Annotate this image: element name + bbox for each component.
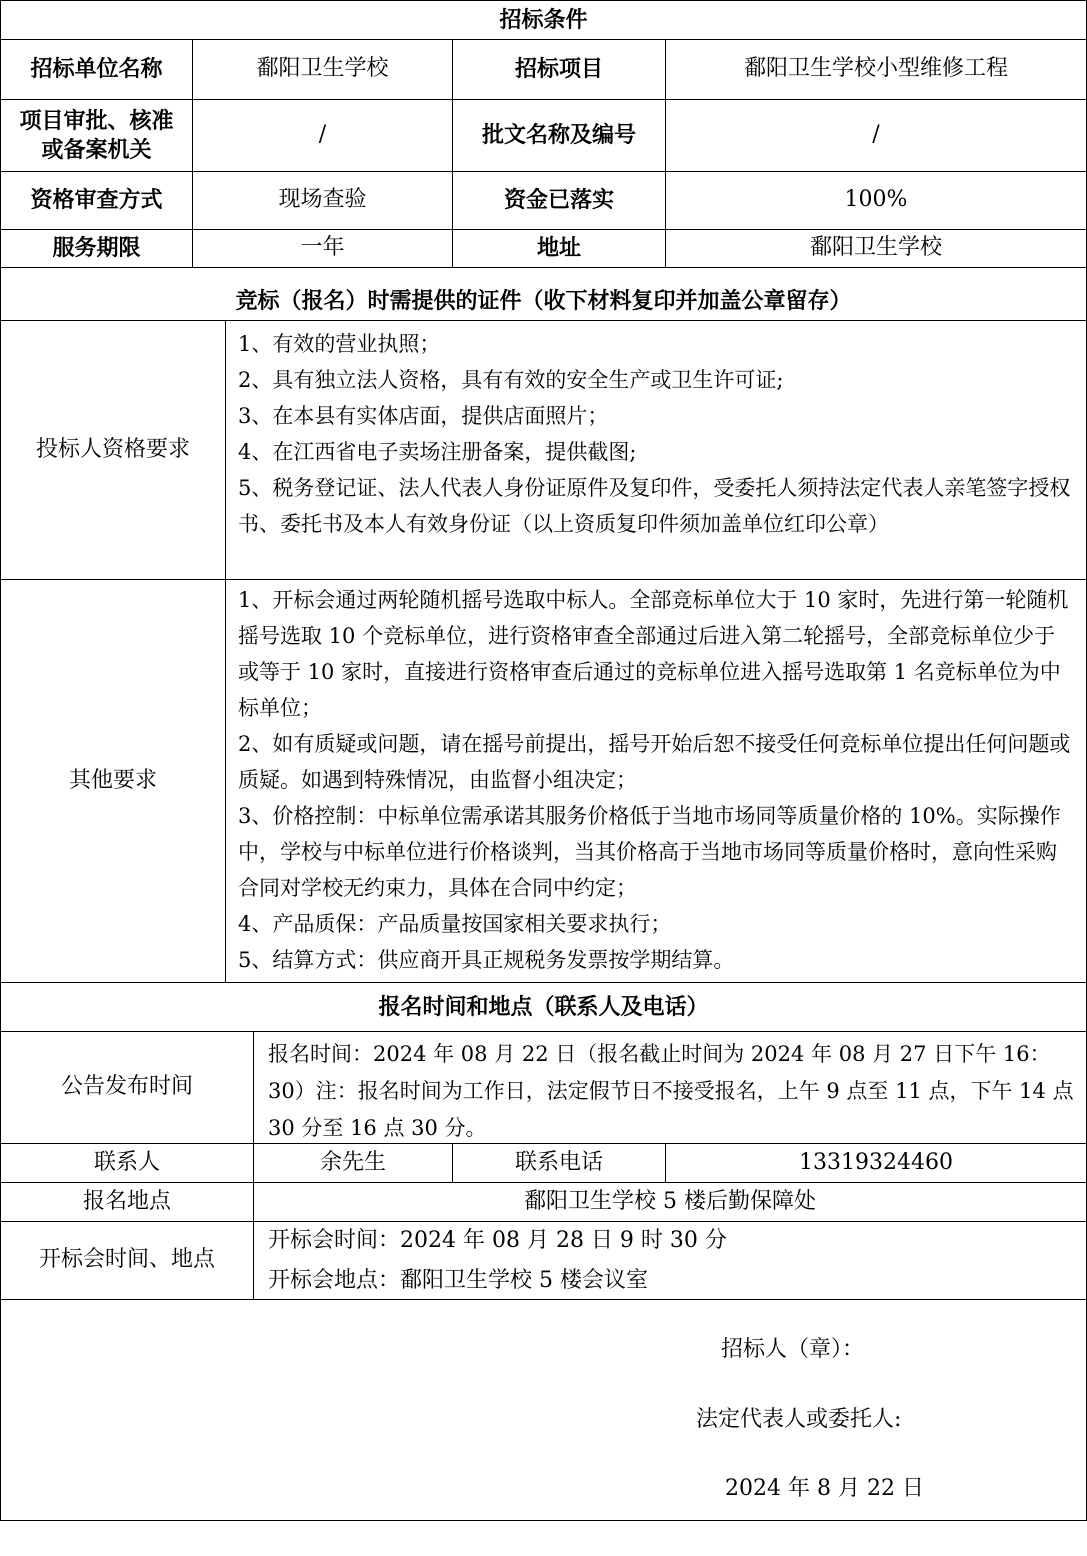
opening-meeting-content xyxy=(254,1222,1087,1300)
section2-title: 竞标（报名）时需提供的证件（收下材料复印并加盖公章留存） xyxy=(0,268,1087,321)
registration-place-label: 报名地点 xyxy=(0,1183,254,1222)
other-requirements-list xyxy=(226,582,1086,978)
list-item: 1、有效的营业执照； xyxy=(238,332,441,356)
qualification-row xyxy=(0,321,1087,580)
label-cell: 资金已落实 xyxy=(453,172,666,230)
opening-meeting-label: 开标会时间、地点 xyxy=(0,1222,254,1300)
qualification-content xyxy=(226,321,1087,580)
section1-title: 招标条件 xyxy=(0,0,1087,40)
list-item: 2、如有质疑或问题，请在摇号前提出，摇号开始后恕不接受任何竞标单位提出任何问题或质疑。如遇到特殊情况，由监督小组决定； xyxy=(238,732,1071,792)
other-requirements-content xyxy=(226,580,1087,983)
info-row xyxy=(0,100,1087,172)
section1-header-row xyxy=(0,0,1087,40)
value-cell: 100% xyxy=(666,172,1087,230)
section2-header-row xyxy=(0,268,1087,321)
list-item: 4、在江西省电子卖场注册备案，提供截图; xyxy=(238,440,637,464)
label-cell: 服务期限 xyxy=(0,230,193,268)
value-cell: 一年 xyxy=(193,230,453,268)
registration-place-value: 鄱阳卫生学校 5 楼后勤保障处 xyxy=(254,1183,1087,1222)
label-cell: 地址 xyxy=(453,230,666,268)
qualification-label: 投标人资格要求 xyxy=(0,321,226,580)
value-cell: 鄱阳卫生学校 xyxy=(193,40,453,100)
label-cell: 项目审批、核准或备案机关 xyxy=(0,100,193,172)
other-requirements-label: 其他要求 xyxy=(0,580,226,983)
label-cell: 招标项目 xyxy=(453,40,666,100)
value-cell: 鄱阳卫生学校 xyxy=(666,230,1087,268)
value-cell: 鄱阳卫生学校小型维修工程 xyxy=(666,40,1087,100)
signature-area xyxy=(0,1300,1087,1521)
qualification-list xyxy=(226,326,1086,542)
info-row xyxy=(0,40,1087,100)
contact-value: 余先生 xyxy=(254,1144,453,1183)
list-item: 4、产品质保：产品质量按国家相关要求执行； xyxy=(238,912,672,936)
value-cell: / xyxy=(193,100,453,172)
value-cell: 现场查验 xyxy=(193,172,453,230)
list-item: 5、税务登记证、法人代表人身份证原件及复印件，受委托人须持法定代表人亲笔签字授权书、委托书及本人有效身份证（以上资质复印件须加盖单位红印公章） xyxy=(238,476,1071,536)
value-cell: / xyxy=(666,100,1087,172)
opening-meeting-place: 开标会地点：鄱阳卫生学校 5 楼会议室 xyxy=(268,1267,648,1293)
info-row xyxy=(0,172,1087,230)
registration-place-row xyxy=(0,1183,1087,1222)
section3-title: 报名时间和地点（联系人及电话） xyxy=(0,983,1087,1032)
notice-label: 公告发布时间 xyxy=(0,1032,254,1144)
list-item: 3、在本县有实体店面，提供店面照片； xyxy=(238,404,609,428)
notice-content xyxy=(254,1032,1087,1144)
section3-header-row xyxy=(0,983,1087,1032)
other-requirements-row xyxy=(0,580,1087,983)
signature-date: 2024 年 8 月 22 日 xyxy=(725,1476,924,1501)
list-item: 2、具有独立法人资格，具有有效的安全生产或卫生许可证; xyxy=(238,368,784,392)
contact-label: 联系人 xyxy=(0,1144,254,1183)
list-item: 1、开标会通过两轮随机摇号选取中标人。全部竞标单位大于 10 家时，先进行第一轮随机摇号选取 10 个竞标单位，进行资格审查全部通过后进入第二轮摇号，全部竞标单位少于或等于 10 家时，直接进行资格审查后通过的竞标单位进入摇号选取第 1 名竞标单位为中标单位； xyxy=(238,588,1069,720)
list-item: 5、结算方式：供应商开具正规税务发票按学期结算。 xyxy=(238,948,735,972)
tenderer-seal: 招标人（章）： xyxy=(721,1337,865,1362)
notice-row xyxy=(0,1032,1087,1144)
opening-meeting-time: 开标会时间：2024 年 08 月 28 日 9 时 30 分 xyxy=(268,1227,727,1253)
contact-row xyxy=(0,1144,1087,1183)
opening-meeting-row xyxy=(0,1222,1087,1300)
label-cell: 资格审查方式 xyxy=(0,172,193,230)
legal-representative: 法定代表人或委托人: xyxy=(696,1407,902,1432)
phone-label: 联系电话 xyxy=(453,1144,666,1183)
label-cell: 招标单位名称 xyxy=(0,40,193,100)
signature-row xyxy=(0,1300,1087,1521)
notice-text: 报名时间：2024 年 08 月 22 日（报名截止时间为 2024 年 08 月 27 日下午 16：30）注：报名时间为工作日，法定假节日不接受报名，上午 9 点至 11 点，下午 14 点 30 分至 16 点 30 分。 xyxy=(268,1042,1074,1140)
label-cell: 批文名称及编号 xyxy=(453,100,666,172)
list-item: 3、价格控制：中标单位需承诺其服务价格低于当地市场同等质量价格的 10%。实际操作中，学校与中标单位进行价格谈判，当其价格高于当地市场同等质量价格时，意向性采购合同对学校无约束力，具体在合同中约定； xyxy=(238,804,1061,900)
info-row xyxy=(0,230,1087,268)
phone-value: 13319324460 xyxy=(666,1144,1087,1183)
